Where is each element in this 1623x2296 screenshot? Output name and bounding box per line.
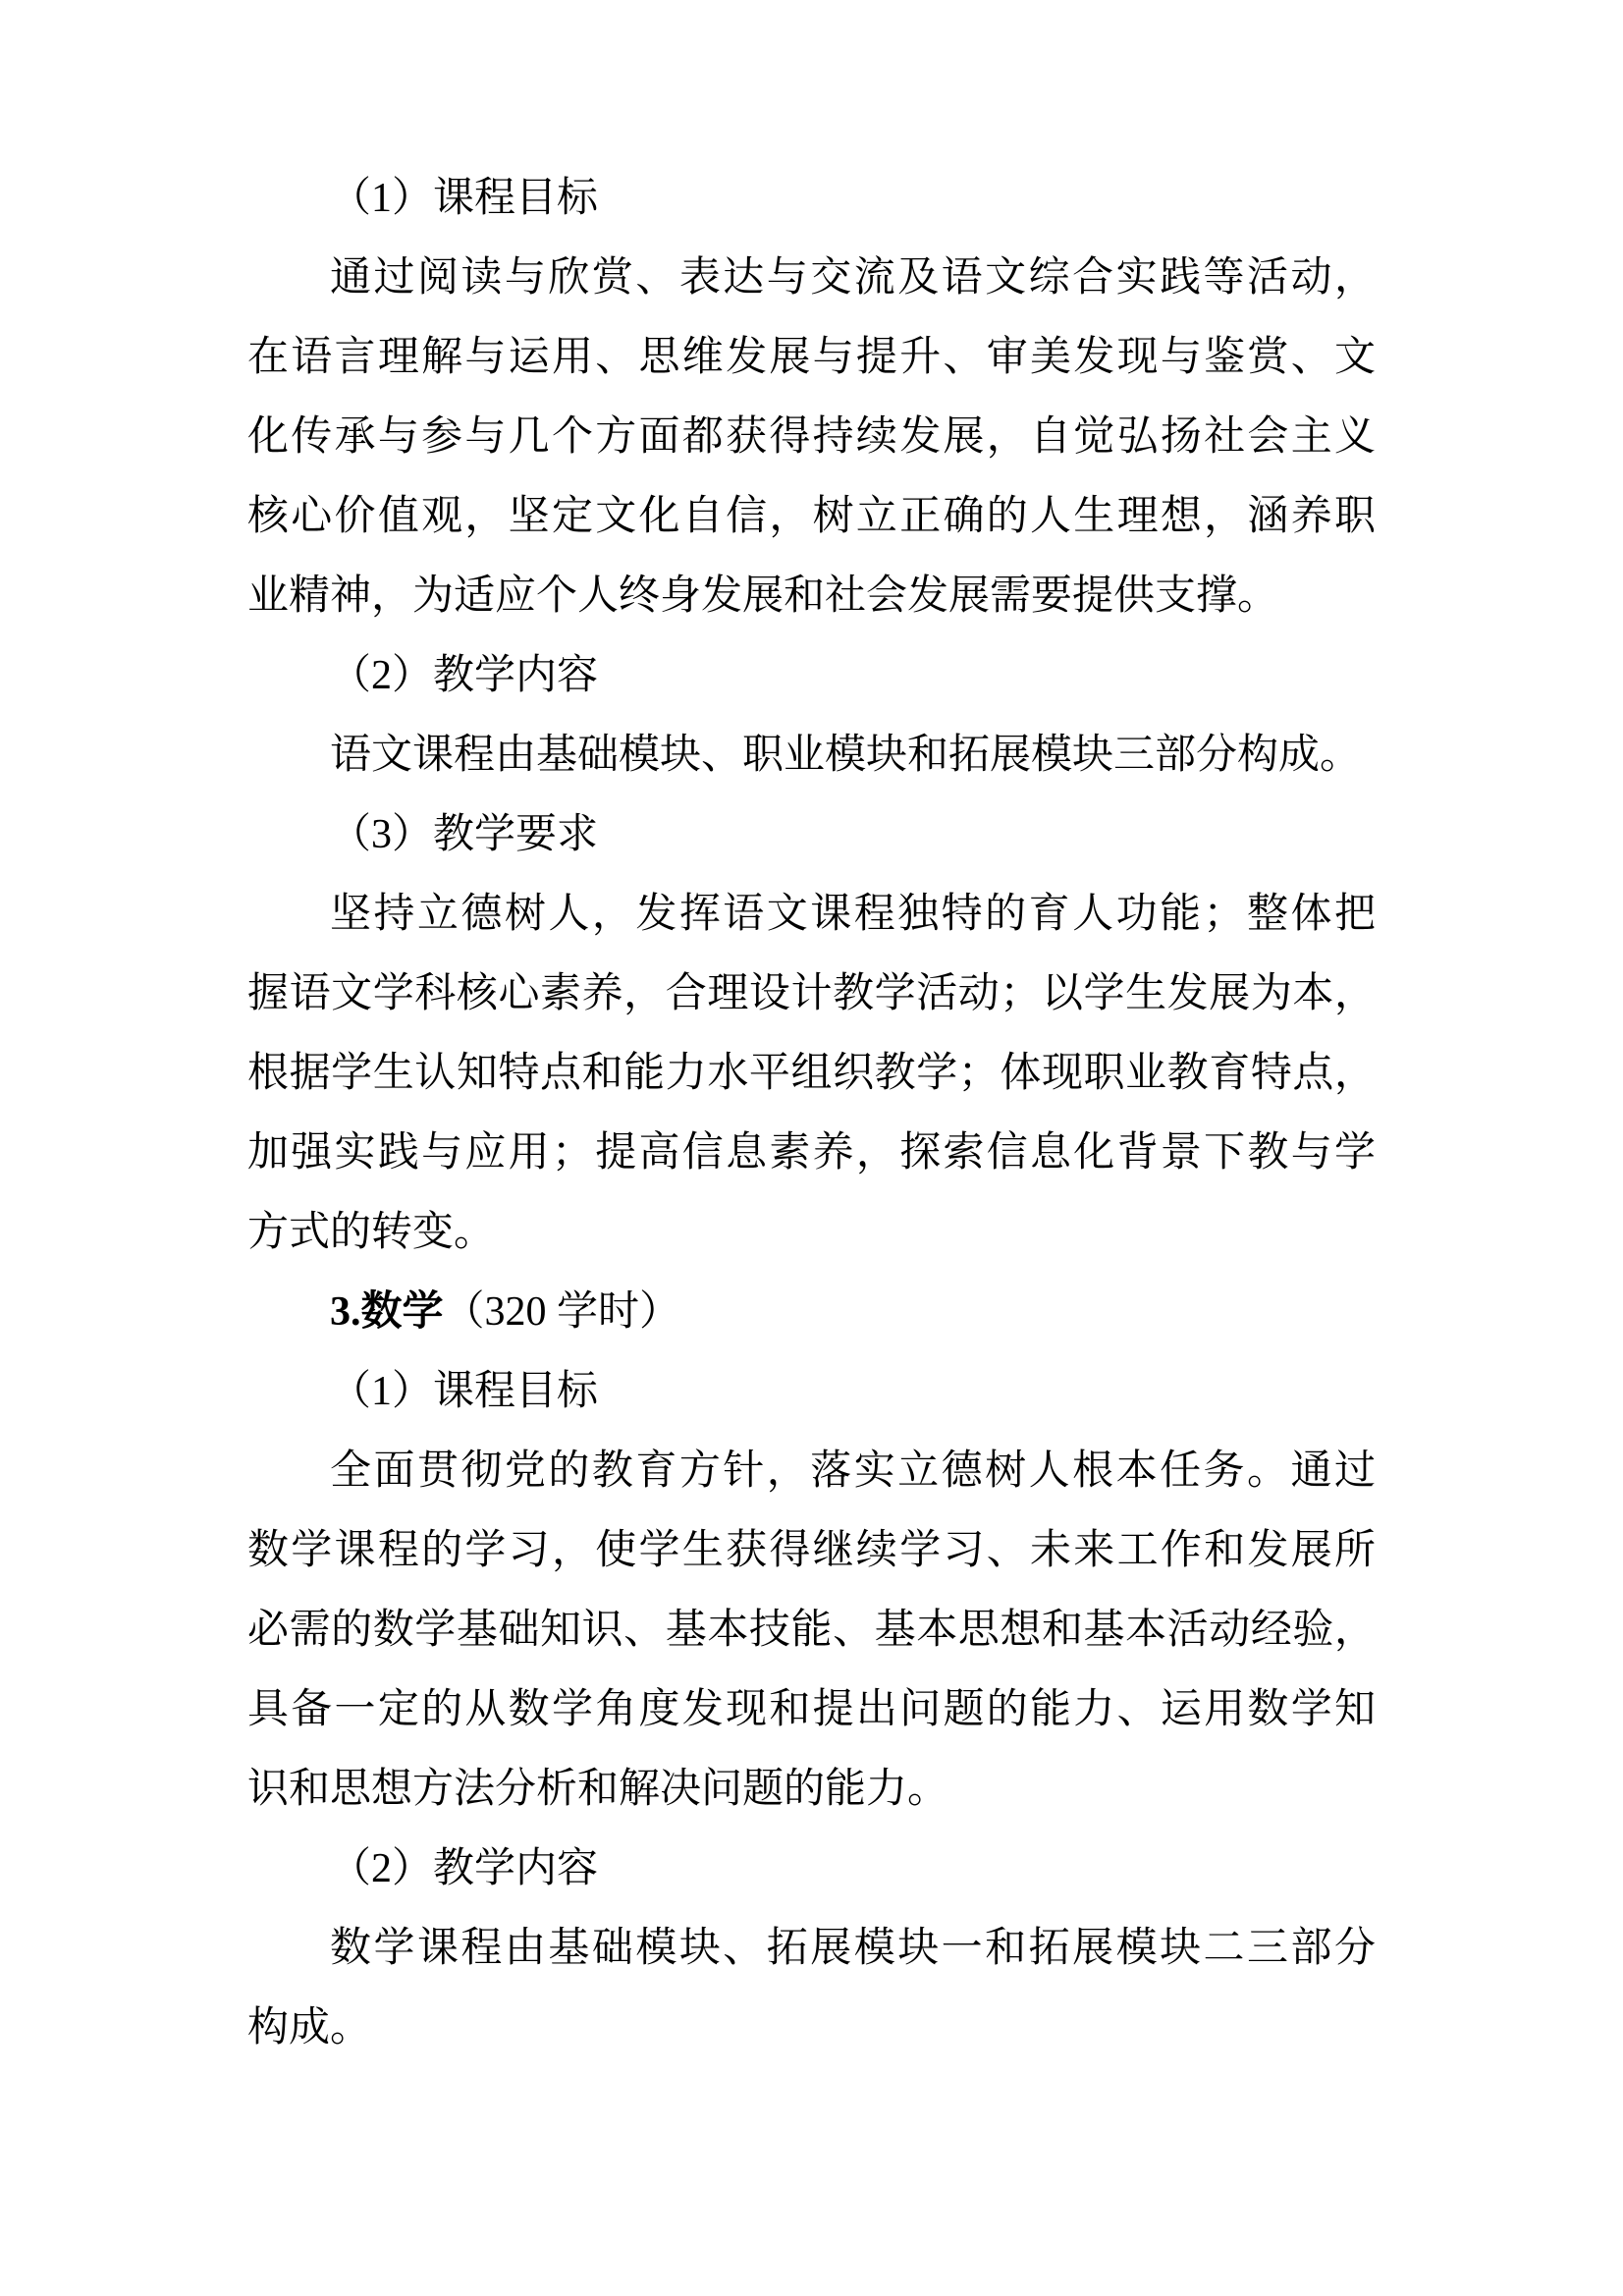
text-segment: 业精神，为适应个人终身发展和社会发展需要提供支撑。 [247,574,1279,619]
text-line [247,1750,1376,1830]
text-segment: 核心价值观，坚定文化自信，树立正确的人生理想，涵养职 [247,494,1376,539]
text-segment: 识和思想方法分析和解决问题的能力。 [247,1767,949,1812]
text-line [247,1432,1376,1511]
text-line [247,1034,1376,1114]
document-text-block [247,159,1376,2068]
text-line [247,1830,1376,1909]
text-segment: 必需的数学基础知识、基本技能、基本思想和基本活动经验， [247,1608,1376,1653]
text-segment: 加强实践与应用；提高信息素养，探索信息化背景下教与学 [247,1130,1376,1175]
text-line [247,1591,1376,1670]
text-segment: （3）教学要求 [330,812,599,857]
text-segment: 在语言理解与运用、思维发展与提升、审美发现与鉴赏、文 [247,335,1376,380]
text-line [247,557,1376,636]
text-segment: 数学课程由基础模块、拓展模块一和拓展模块二三部分 [330,1926,1376,1971]
text-line [247,1670,1376,1750]
text-line [247,636,1376,716]
text-segment: 全面贯彻党的教育方针，落实立德树人根本任务。通过 [330,1449,1376,1494]
text-segment: 握语文学科核心素养，合理设计教学活动；以学生发展为本， [247,971,1376,1016]
text-line [247,1511,1376,1591]
bold-text-segment: 3.数学 [330,1289,444,1335]
text-line [247,1352,1376,1432]
text-segment: （320 学时） [443,1289,681,1335]
text-segment: 具备一定的从数学角度发现和提出问题的能力、运用数学知 [247,1687,1376,1732]
text-segment: 构成。 [247,2005,372,2050]
text-line [247,318,1376,398]
text-line [247,1114,1376,1193]
text-line [247,477,1376,557]
text-segment: 通过阅读与欣赏、表达与交流及语文综合实践等活动， [330,255,1376,301]
text-segment: 根据学生认知特点和能力水平组织教学；体现职业教育特点， [247,1051,1376,1096]
text-line [247,1273,1376,1352]
text-segment: （2）教学内容 [330,653,599,698]
text-segment: 化传承与参与几个方面都获得持续发展，自觉弘扬社会主义 [247,414,1376,460]
text-line [247,159,1376,239]
text-segment: （1）课程目标 [330,176,599,221]
text-line [247,398,1376,477]
text-line [247,875,1376,955]
text-segment: 语文课程由基础模块、职业模块和拓展模块三部分构成。 [330,733,1362,778]
text-segment: 坚持立德树人，发挥语文课程独特的育人功能；整体把 [330,892,1376,937]
text-line [247,239,1376,318]
text-segment: （2）教学内容 [330,1846,599,1891]
text-line [247,1193,1376,1273]
text-line [247,955,1376,1034]
text-segment: （1）课程目标 [330,1369,599,1414]
text-segment: 数学课程的学习，使学生获得继续学习、未来工作和发展所 [247,1528,1376,1573]
text-line [247,716,1376,795]
text-line [247,795,1376,875]
text-segment: 方式的转变。 [247,1210,496,1255]
text-line [247,1909,1376,1989]
text-line [247,1989,1376,2068]
